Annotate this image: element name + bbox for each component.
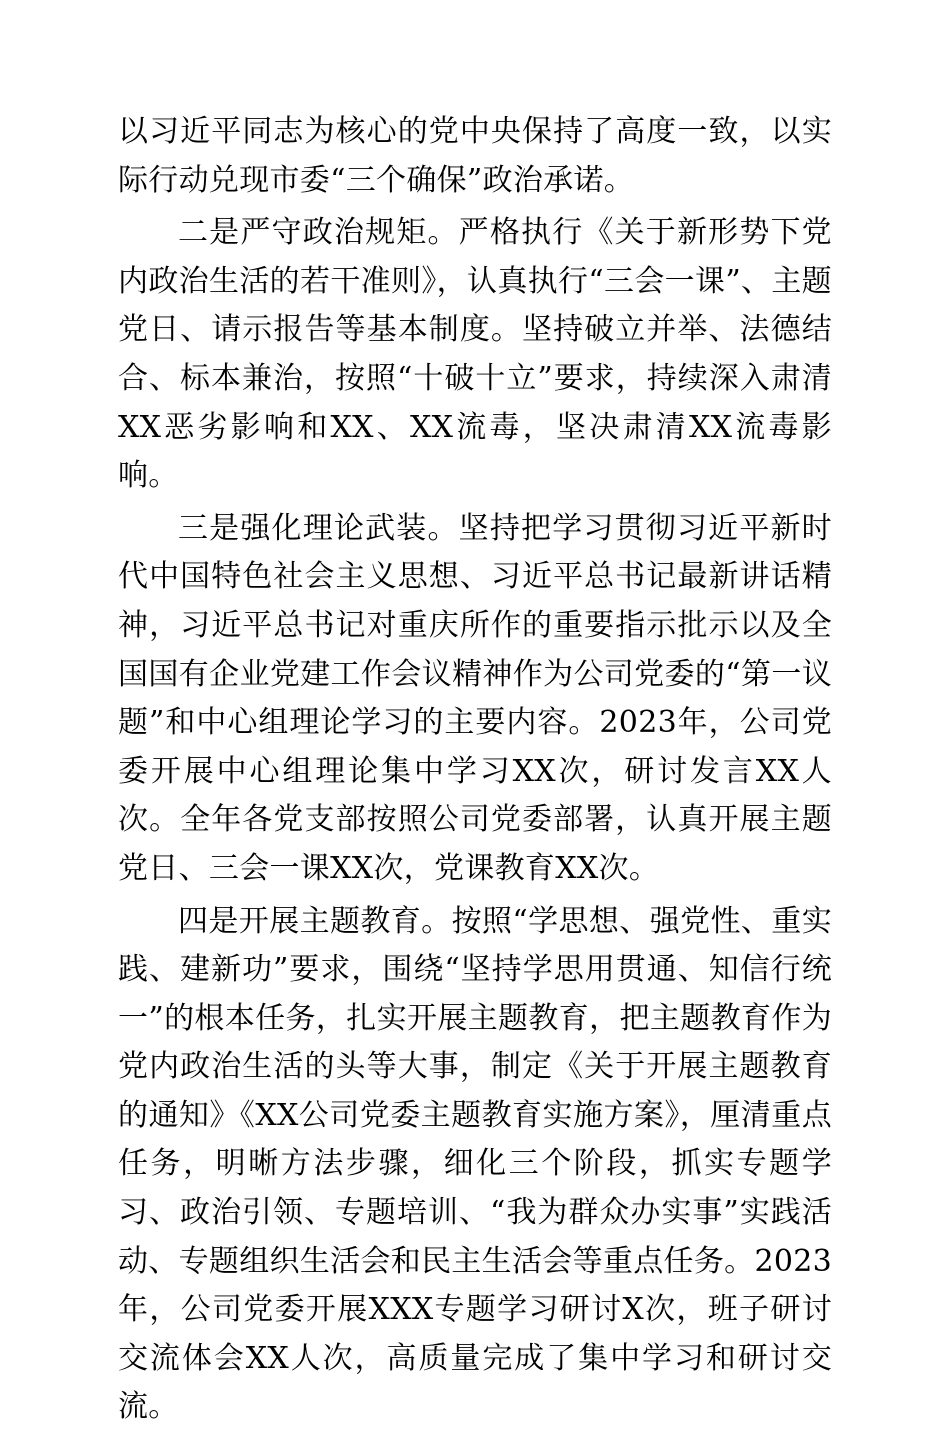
paragraph-three: 三是强化理论武装。坚持把学习贯彻习近平新时代中国特色社会主义思想、习近平总书记最新讲话精神，习近平总书记对重庆所作的重要指示批示以及全国国有企业党建工作会议精神作为公司党委的“第一议题”和中心组理论学习的主要内容。2023年，公司党委开展中心组理论集中学习XX次，研讨发言XX人次。全年各党支部按照公司党委部署，认真开展主题党日、三会一课XX次，党课教育XX次。 [118, 505, 832, 894]
document-body [118, 108, 832, 1432]
paragraph-two: 二是严守政治规矩。严格执行《关于新形势下党内政治生活的若干准则》，认真执行“三会一课”、主题党日、请示报告等基本制度。坚持破立并举、法德结合、标本兼治，按照“十破十立”要求，持续深入肃清XX恶劣影响和XX、XX流毒，坚决肃清XX流毒影响。 [118, 209, 832, 501]
paragraph-continued: 以习近平同志为核心的党中央保持了高度一致，以实际行动兑现市委“三个确保”政治承诺。 [118, 108, 832, 205]
paragraph-four: 四是开展主题教育。按照“学思想、强党性、重实践、建新功”要求，围绕“坚持学思用贯通、知信行统一”的根本任务，扎实开展主题教育，把主题教育作为党内政治生活的头等大事，制定《关于开展主题教育的通知》《XX公司党委主题教育实施方案》，厘清重点任务，明晰方法步骤，细化三个阶段，抓实专题学习、政治引领、专题培训、“我为群众办实事”实践活动、专题组织生活会和民主生活会等重点任务。2023年，公司党委开展XXX专题学习研讨X次，班子研讨交流体会XX人次，高质量完成了集中学习和研讨交流。 [118, 898, 832, 1432]
